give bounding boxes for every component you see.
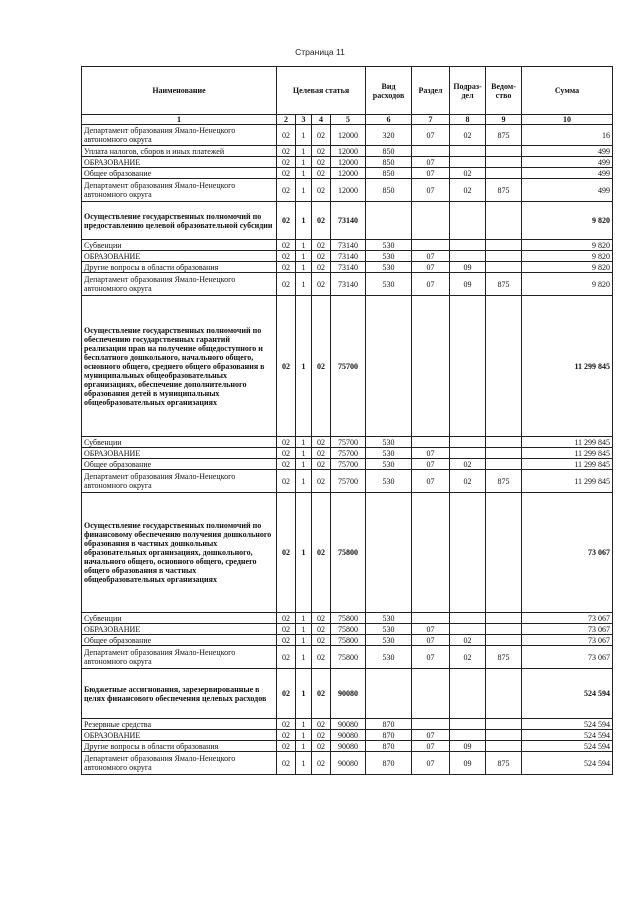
target-code-1: 02 [277, 273, 296, 296]
target-code-2: 1 [296, 669, 312, 719]
sum-cell: 524 594 [522, 752, 613, 775]
target-code-3: 02 [312, 437, 331, 448]
department-cell [486, 493, 522, 613]
target-code-4: 75800 [331, 613, 366, 624]
subsection-cell: 02 [450, 459, 486, 470]
target-code-1: 02 [277, 240, 296, 251]
section-cell: 07 [412, 125, 450, 146]
section-cell: 07 [412, 730, 450, 741]
row-name: Департамент образования Ямало-Ненецкого автономного округа [82, 125, 277, 146]
section-cell: 07 [412, 179, 450, 202]
sum-cell: 9 820 [522, 251, 613, 262]
target-code-2: 1 [296, 730, 312, 741]
sum-cell: 9 820 [522, 273, 613, 296]
column-number: 4 [312, 115, 331, 125]
department-cell [486, 719, 522, 730]
section-cell: 07 [412, 470, 450, 493]
target-code-1: 02 [277, 470, 296, 493]
row-name: Департамент образования Ямало-Ненецкого автономного округа [82, 179, 277, 202]
section-cell [412, 146, 450, 157]
subsection-cell: 02 [450, 168, 486, 179]
target-code-3: 02 [312, 624, 331, 635]
sum-cell: 499 [522, 157, 613, 168]
budget-table [81, 66, 613, 775]
table-row [82, 624, 613, 635]
section-cell [412, 493, 450, 613]
table-row [82, 240, 613, 251]
target-code-1: 02 [277, 146, 296, 157]
target-code-3: 02 [312, 168, 331, 179]
sum-cell: 16 [522, 125, 613, 146]
section-cell: 07 [412, 251, 450, 262]
table-row [82, 470, 613, 493]
sum-cell: 73 067 [522, 613, 613, 624]
section-cell [412, 437, 450, 448]
table-row [82, 251, 613, 262]
column-number: 9 [486, 115, 522, 125]
department-cell [486, 669, 522, 719]
target-code-2: 1 [296, 646, 312, 669]
column-number: 6 [366, 115, 412, 125]
row-name: ОБРАЗОВАНИЕ [82, 251, 277, 262]
row-name: Резервные средства [82, 719, 277, 730]
table-row [82, 273, 613, 296]
subsection-cell [450, 669, 486, 719]
department-cell [486, 262, 522, 273]
subsection-cell [450, 240, 486, 251]
table-row [82, 741, 613, 752]
column-number: 7 [412, 115, 450, 125]
target-code-2: 1 [296, 157, 312, 168]
target-code-2: 1 [296, 146, 312, 157]
table-row [82, 730, 613, 741]
target-code-4: 73140 [331, 262, 366, 273]
section-cell: 07 [412, 262, 450, 273]
sum-cell: 11 299 845 [522, 296, 613, 437]
column-number: 10 [522, 115, 613, 125]
row-name: Общее образование [82, 459, 277, 470]
header-subsection: Подраз-дел [450, 67, 486, 115]
target-code-3: 02 [312, 296, 331, 437]
subsection-cell: 02 [450, 646, 486, 669]
expense-type-cell: 530 [366, 635, 412, 646]
target-code-1: 02 [277, 179, 296, 202]
column-number: 8 [450, 115, 486, 125]
row-name: Субвенции [82, 437, 277, 448]
expense-type-cell: 850 [366, 146, 412, 157]
expense-type-cell: 530 [366, 613, 412, 624]
target-code-1: 02 [277, 752, 296, 775]
row-name: ОБРАЗОВАНИЕ [82, 730, 277, 741]
expense-type-cell: 530 [366, 240, 412, 251]
expense-type-cell: 850 [366, 168, 412, 179]
target-code-4: 73140 [331, 273, 366, 296]
target-code-3: 02 [312, 493, 331, 613]
target-code-1: 02 [277, 624, 296, 635]
expense-type-cell: 850 [366, 179, 412, 202]
target-code-1: 02 [277, 613, 296, 624]
target-code-3: 02 [312, 459, 331, 470]
target-code-4: 75700 [331, 470, 366, 493]
target-code-1: 02 [277, 296, 296, 437]
column-number-row [82, 115, 613, 125]
target-code-4: 90080 [331, 752, 366, 775]
target-code-4: 12000 [331, 179, 366, 202]
table-row [82, 125, 613, 146]
section-cell: 07 [412, 157, 450, 168]
header-name: Наименование [82, 67, 277, 115]
expense-type-cell: 530 [366, 624, 412, 635]
target-code-1: 02 [277, 730, 296, 741]
target-code-2: 1 [296, 719, 312, 730]
subsection-cell: 02 [450, 179, 486, 202]
sum-cell: 73 067 [522, 493, 613, 613]
table-row [82, 437, 613, 448]
expense-type-cell: 870 [366, 719, 412, 730]
section-cell [412, 719, 450, 730]
section-cell: 07 [412, 624, 450, 635]
sum-cell: 11 299 845 [522, 437, 613, 448]
row-name: Уплата налогов, сборов и иных платежей [82, 146, 277, 157]
table-row [82, 448, 613, 459]
section-cell: 07 [412, 741, 450, 752]
target-code-4: 90080 [331, 669, 366, 719]
section-cell: 07 [412, 448, 450, 459]
target-code-3: 02 [312, 470, 331, 493]
department-cell [486, 251, 522, 262]
table-row [82, 613, 613, 624]
target-code-4: 75800 [331, 635, 366, 646]
target-code-3: 02 [312, 251, 331, 262]
target-code-3: 02 [312, 635, 331, 646]
column-number: 2 [277, 115, 296, 125]
subsection-cell: 09 [450, 741, 486, 752]
subsection-cell: 09 [450, 752, 486, 775]
target-code-4: 12000 [331, 168, 366, 179]
department-cell: 875 [486, 470, 522, 493]
department-cell: 875 [486, 752, 522, 775]
expense-type-cell [366, 296, 412, 437]
table-row [82, 296, 613, 437]
target-code-1: 02 [277, 202, 296, 240]
target-code-1: 02 [277, 459, 296, 470]
department-cell: 875 [486, 179, 522, 202]
table-row [82, 168, 613, 179]
section-cell: 07 [412, 168, 450, 179]
table-row [82, 669, 613, 719]
target-code-2: 1 [296, 624, 312, 635]
table-row [82, 157, 613, 168]
target-code-4: 75800 [331, 646, 366, 669]
target-code-1: 02 [277, 669, 296, 719]
department-cell: 875 [486, 125, 522, 146]
target-code-3: 02 [312, 125, 331, 146]
row-name: ОБРАЗОВАНИЕ [82, 448, 277, 459]
row-name: Осуществление государственных полномочий по предоставлению целевой образовательной субсидии [82, 202, 277, 240]
department-cell [486, 296, 522, 437]
sum-cell: 524 594 [522, 719, 613, 730]
row-name: Департамент образования Ямало-Ненецкого автономного округа [82, 646, 277, 669]
sum-cell: 9 820 [522, 240, 613, 251]
row-name: ОБРАЗОВАНИЕ [82, 624, 277, 635]
sum-cell: 11 299 845 [522, 470, 613, 493]
expense-type-cell [366, 493, 412, 613]
target-code-4: 75700 [331, 448, 366, 459]
subsection-cell: 02 [450, 635, 486, 646]
subsection-cell [450, 624, 486, 635]
target-code-2: 1 [296, 437, 312, 448]
section-cell [412, 613, 450, 624]
sum-cell: 73 067 [522, 646, 613, 669]
expense-type-cell: 530 [366, 459, 412, 470]
target-code-4: 12000 [331, 157, 366, 168]
table-row [82, 202, 613, 240]
table-row [82, 459, 613, 470]
table-row [82, 493, 613, 613]
row-name: Общее образование [82, 635, 277, 646]
target-code-1: 02 [277, 168, 296, 179]
subsection-cell: 02 [450, 125, 486, 146]
target-code-2: 1 [296, 296, 312, 437]
target-code-1: 02 [277, 448, 296, 459]
subsection-cell [450, 296, 486, 437]
department-cell [486, 730, 522, 741]
target-code-3: 02 [312, 157, 331, 168]
target-code-2: 1 [296, 262, 312, 273]
target-code-3: 02 [312, 730, 331, 741]
sum-cell: 499 [522, 168, 613, 179]
expense-type-cell: 850 [366, 157, 412, 168]
sum-cell: 9 820 [522, 262, 613, 273]
target-code-4: 75700 [331, 459, 366, 470]
target-code-3: 02 [312, 262, 331, 273]
subsection-cell: 02 [450, 470, 486, 493]
header-row [82, 67, 613, 115]
department-cell [486, 459, 522, 470]
header-expense-type: Вид расходов [366, 67, 412, 115]
subsection-cell [450, 202, 486, 240]
department-cell [486, 448, 522, 459]
target-code-4: 90080 [331, 719, 366, 730]
row-name: Бюджетные ассигнования, зарезервированные в целях финансового обеспечения целевых расходов [82, 669, 277, 719]
target-code-1: 02 [277, 646, 296, 669]
table-row [82, 719, 613, 730]
target-code-4: 75700 [331, 296, 366, 437]
section-cell: 07 [412, 752, 450, 775]
header-target-article: Целевая статья [277, 67, 366, 115]
row-name: Департамент образования Ямало-Ненецкого автономного округа [82, 470, 277, 493]
target-code-2: 1 [296, 125, 312, 146]
section-cell [412, 240, 450, 251]
subsection-cell [450, 146, 486, 157]
expense-type-cell [366, 669, 412, 719]
sum-cell: 73 067 [522, 624, 613, 635]
row-name: Субвенции [82, 613, 277, 624]
target-code-1: 02 [277, 635, 296, 646]
target-code-3: 02 [312, 202, 331, 240]
target-code-2: 1 [296, 202, 312, 240]
target-code-2: 1 [296, 448, 312, 459]
department-cell [486, 240, 522, 251]
subsection-cell [450, 613, 486, 624]
row-name: Другие вопросы в области образования [82, 741, 277, 752]
target-code-3: 02 [312, 448, 331, 459]
expense-type-cell: 530 [366, 262, 412, 273]
page-number-label: Страница 11 [295, 47, 345, 57]
sum-cell: 9 820 [522, 202, 613, 240]
section-cell: 07 [412, 635, 450, 646]
target-code-1: 02 [277, 125, 296, 146]
target-code-4: 75800 [331, 493, 366, 613]
subsection-cell: 09 [450, 262, 486, 273]
target-code-3: 02 [312, 646, 331, 669]
expense-type-cell: 530 [366, 448, 412, 459]
target-code-2: 1 [296, 251, 312, 262]
target-code-2: 1 [296, 493, 312, 613]
target-code-1: 02 [277, 251, 296, 262]
row-name: Другие вопросы в области образования [82, 262, 277, 273]
table-row [82, 262, 613, 273]
sum-cell: 524 594 [522, 730, 613, 741]
expense-type-cell: 530 [366, 470, 412, 493]
row-name: Субвенции [82, 240, 277, 251]
column-number: 3 [296, 115, 312, 125]
header-department: Ведом-ство [486, 67, 522, 115]
target-code-2: 1 [296, 179, 312, 202]
section-cell [412, 669, 450, 719]
target-code-3: 02 [312, 752, 331, 775]
target-code-4: 73140 [331, 202, 366, 240]
subsection-cell [450, 719, 486, 730]
subsection-cell [450, 437, 486, 448]
sum-cell: 73 067 [522, 635, 613, 646]
target-code-1: 02 [277, 493, 296, 613]
target-code-4: 73140 [331, 251, 366, 262]
expense-type-cell: 530 [366, 437, 412, 448]
section-cell: 07 [412, 459, 450, 470]
expense-type-cell: 530 [366, 251, 412, 262]
column-number: 5 [331, 115, 366, 125]
department-cell [486, 168, 522, 179]
expense-type-cell: 530 [366, 273, 412, 296]
sum-cell: 524 594 [522, 669, 613, 719]
target-code-4: 90080 [331, 730, 366, 741]
target-code-1: 02 [277, 262, 296, 273]
table-row [82, 752, 613, 775]
row-name: Департамент образования Ямало-Ненецкого автономного округа [82, 273, 277, 296]
target-code-2: 1 [296, 635, 312, 646]
target-code-2: 1 [296, 613, 312, 624]
table-row [82, 179, 613, 202]
table-row [82, 635, 613, 646]
target-code-1: 02 [277, 157, 296, 168]
target-code-3: 02 [312, 719, 331, 730]
expense-type-cell [366, 202, 412, 240]
target-code-3: 02 [312, 669, 331, 719]
target-code-2: 1 [296, 273, 312, 296]
target-code-4: 75800 [331, 624, 366, 635]
department-cell [486, 146, 522, 157]
target-code-4: 73140 [331, 240, 366, 251]
section-cell: 07 [412, 646, 450, 669]
target-code-4: 12000 [331, 125, 366, 146]
subsection-cell [450, 493, 486, 613]
section-cell [412, 296, 450, 437]
department-cell: 875 [486, 273, 522, 296]
expense-type-cell: 870 [366, 741, 412, 752]
target-code-2: 1 [296, 752, 312, 775]
sum-cell: 499 [522, 179, 613, 202]
row-name: Осуществление государственных полномочий по финансовому обеспечению получения дошкольного образования в частных дошкольных образовательных организациях, дошкольного, начального общего, основного общего, среднего общего образования в частных общеобразовательных организациях [82, 493, 277, 613]
department-cell [486, 624, 522, 635]
header-section: Раздел [412, 67, 450, 115]
target-code-4: 12000 [331, 146, 366, 157]
subsection-cell [450, 157, 486, 168]
target-code-3: 02 [312, 273, 331, 296]
sum-cell: 499 [522, 146, 613, 157]
target-code-3: 02 [312, 613, 331, 624]
header-sum: Сумма [522, 67, 613, 115]
sum-cell: 11 299 845 [522, 448, 613, 459]
target-code-2: 1 [296, 459, 312, 470]
department-cell [486, 613, 522, 624]
table-row [82, 646, 613, 669]
department-cell: 875 [486, 646, 522, 669]
department-cell [486, 157, 522, 168]
department-cell [486, 741, 522, 752]
expense-type-cell: 870 [366, 730, 412, 741]
target-code-2: 1 [296, 470, 312, 493]
subsection-cell [450, 251, 486, 262]
target-code-1: 02 [277, 741, 296, 752]
expense-type-cell: 320 [366, 125, 412, 146]
target-code-3: 02 [312, 240, 331, 251]
target-code-4: 90080 [331, 741, 366, 752]
row-name: Осуществление государственных полномочий по обеспечению государственных гарантий реализации прав на получение общедоступного и бесплатного дошкольного, начального общего, основного общего, среднего общего образования в муниципальных общеобразовательных организациях, обеспечение дополнительного образования детей в муниципальных общеобразовательных организациях [82, 296, 277, 437]
subsection-cell [450, 730, 486, 741]
table-row [82, 146, 613, 157]
section-cell: 07 [412, 273, 450, 296]
expense-type-cell: 870 [366, 752, 412, 775]
sum-cell: 524 594 [522, 741, 613, 752]
target-code-1: 02 [277, 437, 296, 448]
row-name: Общее образование [82, 168, 277, 179]
column-number: 1 [82, 115, 277, 125]
row-name: ОБРАЗОВАНИЕ [82, 157, 277, 168]
target-code-2: 1 [296, 741, 312, 752]
department-cell [486, 635, 522, 646]
expense-type-cell: 530 [366, 646, 412, 669]
table-body [82, 125, 613, 775]
subsection-cell [450, 448, 486, 459]
row-name: Департамент образования Ямало-Ненецкого автономного округа [82, 752, 277, 775]
department-cell [486, 202, 522, 240]
target-code-4: 75700 [331, 437, 366, 448]
target-code-1: 02 [277, 719, 296, 730]
target-code-2: 1 [296, 240, 312, 251]
subsection-cell: 09 [450, 273, 486, 296]
target-code-2: 1 [296, 168, 312, 179]
target-code-3: 02 [312, 179, 331, 202]
section-cell [412, 202, 450, 240]
target-code-3: 02 [312, 146, 331, 157]
target-code-3: 02 [312, 741, 331, 752]
sum-cell: 11 299 845 [522, 459, 613, 470]
department-cell [486, 437, 522, 448]
